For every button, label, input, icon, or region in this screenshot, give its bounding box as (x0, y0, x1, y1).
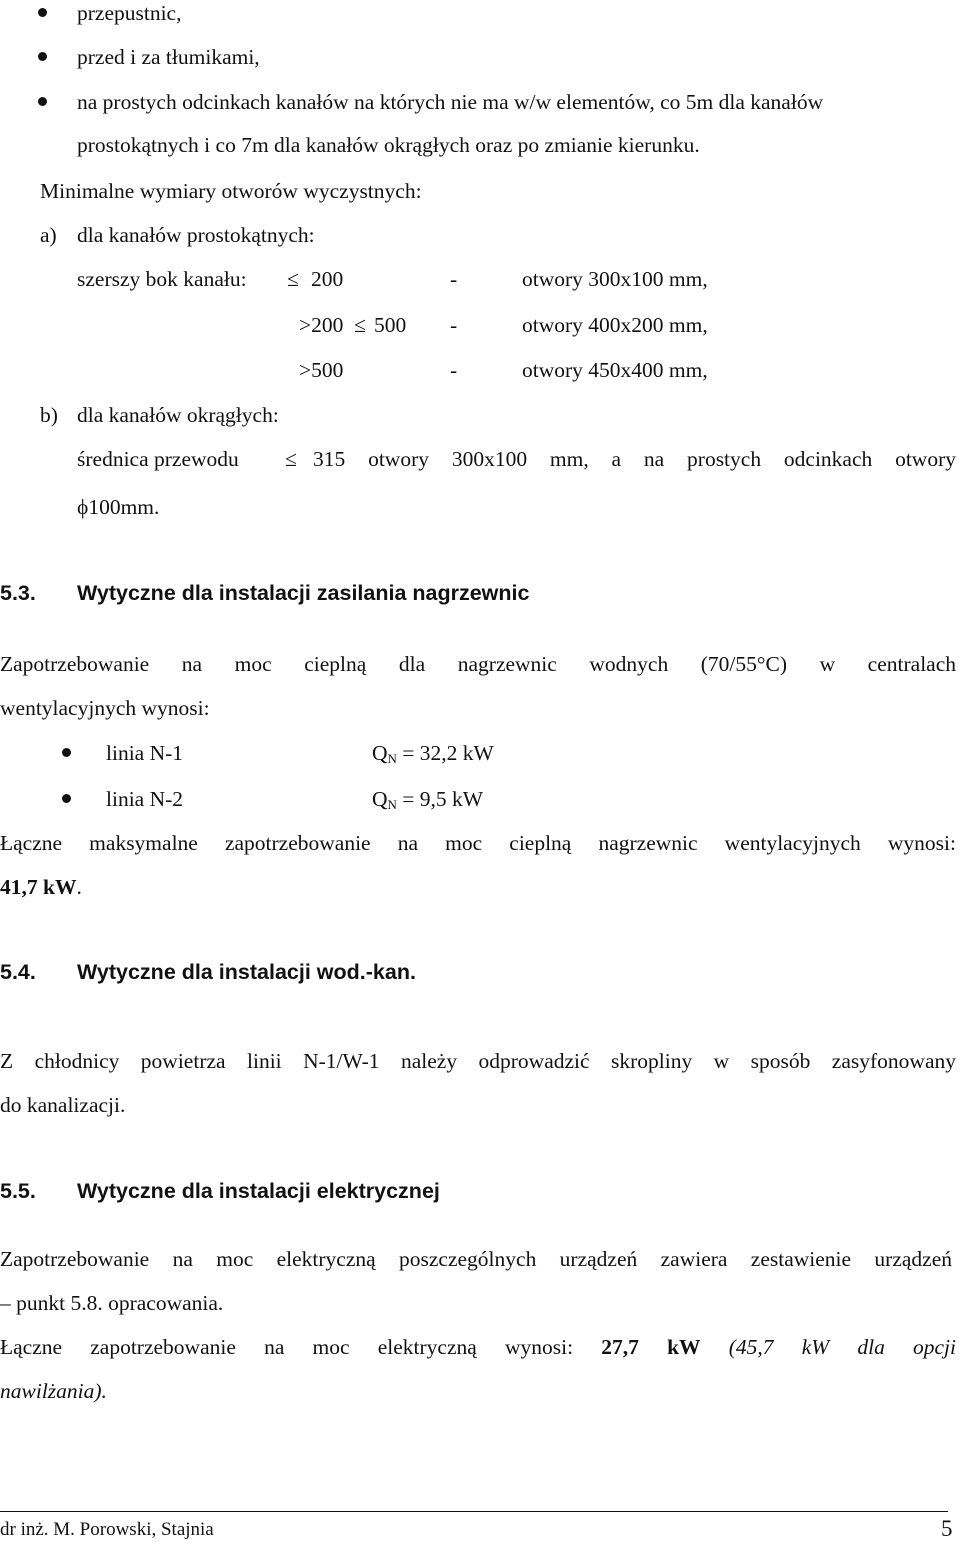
bullet-icon (38, 97, 47, 106)
section-title: Wytyczne dla instalacji zasilania nagrzewnic (77, 581, 530, 605)
paragraph-line: Łączne maksymalne zapotrzebowanie na moc cieplną nagrzewnic wentylacyjnych wynosi: (0, 831, 956, 855)
section-title: Wytyczne dla instalacji wod.-kan. (77, 960, 416, 984)
list-item-continuation: prostokątnych i co 7m dla kanałów okrągłych oraz po zmianie kierunku. (77, 133, 700, 157)
list-item: przepustnic, (77, 1, 182, 25)
row2-dash: - (450, 313, 458, 337)
row3-range: >500 (299, 358, 344, 382)
page-number: 5 (941, 1516, 953, 1541)
less-equal-icon: ≤ (287, 267, 299, 291)
less-equal-icon: ≤ (354, 313, 366, 337)
paragraph-line: Z chłodnicy powietrza linii N-1/W-1 należy odprowadzić skropliny w sposób zasyfonowany (0, 1049, 956, 1073)
round-end: ϕ100mm. (77, 495, 160, 519)
section-number: 5.3. (0, 581, 36, 605)
paragraph-line: – punkt 5.8. opracowania. (0, 1291, 224, 1315)
list-item: przed i za tłumikami, (77, 45, 260, 69)
q-value: = 9,5 kW (396, 787, 484, 811)
bullet-icon (62, 794, 71, 803)
row2-range: 500 (374, 313, 407, 337)
list-item: na prostych odcinkach kanałów na których nie ma w/w elementów, co 5m dla kanałów (77, 90, 824, 114)
row1-range: 200 (311, 267, 344, 291)
total-end: . (76, 875, 82, 899)
paragraph-line: Zapotrzebowanie na moc cieplną dla nagrzewnic wodnych (70/55°C) w centralach (0, 652, 956, 676)
list-item-value (372, 786, 483, 812)
row2-gt: >200 (299, 313, 344, 337)
total-value (0, 874, 82, 900)
power-option: (45,7 kW dla opcji (728, 1335, 957, 1359)
bullet-icon (62, 748, 71, 757)
item-label-b: b) (40, 403, 58, 427)
row2-value: otwory 400x200 mm, (522, 313, 708, 337)
q-value: = 32,2 kW (396, 741, 494, 765)
paragraph-line (0, 1334, 956, 1360)
less-equal-icon: ≤ (285, 447, 297, 471)
row1-value: otwory 300x100 mm, (522, 267, 708, 291)
round-pre: średnica przewodu (77, 447, 239, 471)
q-subscript: N (387, 751, 397, 766)
bullet-icon (38, 8, 47, 17)
section-number: 5.4. (0, 960, 36, 984)
section-number: 5.5. (0, 1179, 36, 1203)
power-value: 27,7 kW (601, 1335, 701, 1359)
q-symbol: Q (372, 741, 388, 765)
section-title: Wytyczne dla instalacji elektrycznej (77, 1179, 440, 1203)
paragraph-line: do kanalizacji. (0, 1093, 126, 1117)
power-label: Łączne zapotrzebowanie na moc elektryczną wynosi: (0, 1335, 574, 1359)
power-option-end: nawilżania). (0, 1379, 107, 1403)
row3-dash: - (450, 358, 458, 382)
bullet-icon (38, 52, 47, 61)
list-item-name: linia N-1 (106, 741, 184, 765)
round-post-text: 315 otwory 300x100 mm, a na prostych odcinkach otwory (313, 447, 956, 471)
paragraph-line: wentylacyjnych wynosi: (0, 696, 210, 720)
footer-divider (0, 1511, 948, 1512)
paragraph-line (0, 1378, 107, 1404)
item-label-a: a) (40, 223, 57, 247)
row3-value: otwory 450x400 mm, (522, 358, 708, 382)
row1-label: szerszy bok kanału: (77, 267, 247, 291)
list-item-value (372, 740, 494, 766)
q-symbol: Q (372, 787, 388, 811)
q-subscript: N (387, 797, 397, 812)
row1-dash: - (450, 267, 458, 291)
min-dims-intro: Minimalne wymiary otworów wyczystnych: (40, 179, 422, 203)
list-item-name: linia N-2 (106, 787, 184, 811)
item-text-b: dla kanałów okrągłych: (77, 403, 279, 427)
round-post (313, 446, 956, 472)
total-value-bold: 41,7 kW (0, 875, 77, 899)
paragraph-line: Zapotrzebowanie na moc elektryczną poszczególnych urządzeń zawiera zestawienie urządzeń (0, 1247, 952, 1271)
item-text-a: dla kanałów prostokątnych: (77, 223, 315, 247)
footer-author: dr inż. M. Porowski, Stajnia (0, 1519, 214, 1540)
